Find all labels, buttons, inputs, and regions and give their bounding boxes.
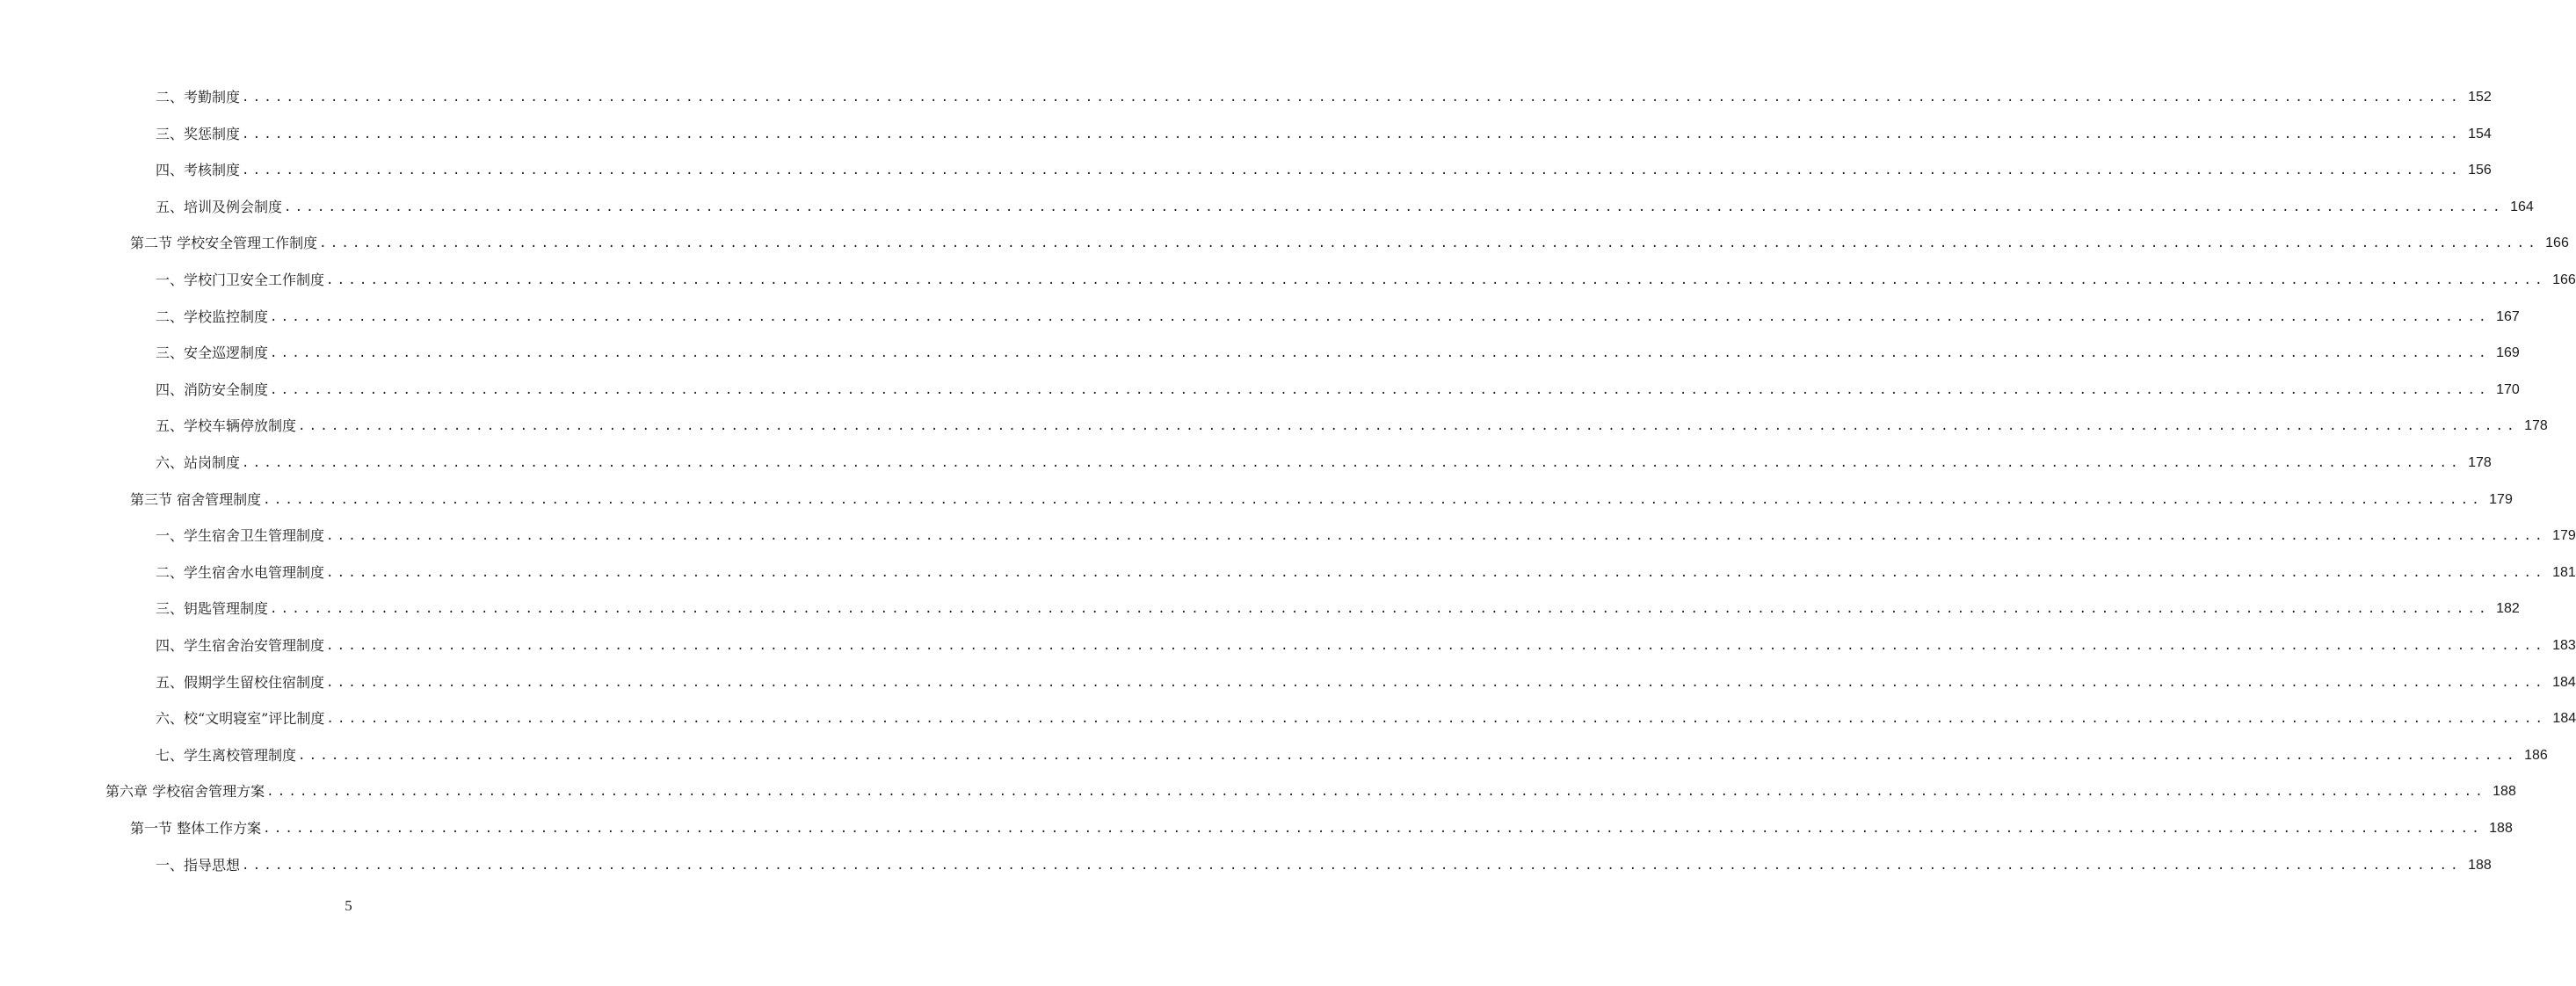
toc-entry[interactable] <box>156 523 2576 549</box>
toc-entry-page-number: 167 <box>2496 308 2520 324</box>
dot-leader: ........................................................................................................................................................................................................ <box>326 639 2546 653</box>
toc-entry-title: 二、学校监控制度 <box>156 308 269 325</box>
toc-entry-page-number: 164 <box>2510 199 2534 214</box>
dot-leader: ........................................................................................................................................................................................................ <box>326 565 2546 580</box>
toc-entry[interactable] <box>156 706 2576 732</box>
toc-entry-title: 三、钥匙管理制度 <box>156 600 269 618</box>
toc-entry[interactable] <box>156 84 2492 111</box>
toc-entry[interactable] <box>156 267 2576 294</box>
toc-entry-title: 四、学生宿舍治安管理制度 <box>156 637 325 654</box>
toc-entry-page-number: 166 <box>2545 236 2569 251</box>
toc-entry-page-number: 182 <box>2496 601 2520 617</box>
dot-leader: ........................................................................................................................................................................................................ <box>326 273 2546 287</box>
toc-entry-page-number: 179 <box>2489 491 2513 507</box>
toc-entry-title: 五、培训及例会制度 <box>156 198 283 215</box>
toc-entry-title: 第六章 学校宿舍管理方案 <box>105 783 265 801</box>
toc-entry[interactable] <box>156 743 2548 769</box>
toc-entry-title: 二、学生宿舍水电管理制度 <box>156 563 325 581</box>
toc-entry[interactable] <box>130 487 2513 513</box>
dot-leader: ........................................................................................................................................................................................................ <box>242 456 2462 470</box>
dot-leader: ........................................................................................................................................................................................................ <box>266 785 2486 800</box>
toc-entry[interactable] <box>156 194 2534 221</box>
toc-entry-page-number: 178 <box>2524 418 2548 434</box>
toc-entry-page-number: 166 <box>2552 272 2576 287</box>
toc-entry-page-number: 188 <box>2468 857 2492 873</box>
toc-entry-title: 三、奖惩制度 <box>156 125 241 142</box>
toc-entry-title: 六、校“文明寝室”评比制度 <box>156 710 325 728</box>
dot-leader: ........................................................................................................................................................................................................ <box>298 419 2518 434</box>
toc-entry[interactable] <box>130 816 2513 842</box>
toc-entry-page-number: 184 <box>2552 711 2576 727</box>
toc-entry-page-number: 154 <box>2468 126 2492 141</box>
toc-entry[interactable] <box>156 450 2492 476</box>
toc-entry[interactable] <box>156 340 2520 366</box>
dot-leader: ........................................................................................................................................................................................................ <box>284 199 2504 214</box>
toc-entry-page-number: 188 <box>2493 784 2516 800</box>
dot-leader: ........................................................................................................................................................................................................ <box>270 382 2490 397</box>
toc-entry[interactable] <box>156 852 2492 879</box>
toc-entry-title: 第三节 宿舍管理制度 <box>130 490 262 508</box>
dot-leader: ........................................................................................................................................................................................................ <box>326 712 2547 727</box>
toc-entry-title: 四、考核制度 <box>156 162 241 179</box>
dot-leader: ........................................................................................................................................................................................................ <box>263 492 2483 507</box>
toc-entry[interactable] <box>156 560 2576 586</box>
toc-entry-page-number: 179 <box>2552 528 2576 544</box>
toc-entry[interactable] <box>130 230 2569 257</box>
toc-entry-title: 五、假期学生留校住宿制度 <box>156 673 325 691</box>
toc-entry[interactable] <box>156 670 2576 696</box>
toc-entry-title: 第一节 整体工作方案 <box>130 820 262 837</box>
toc-entry-page-number: 184 <box>2552 674 2576 690</box>
toc-entry-title: 六、站岗制度 <box>156 454 241 471</box>
toc-entry-page-number: 181 <box>2552 564 2576 580</box>
toc-entry[interactable] <box>156 377 2520 403</box>
dot-leader: ........................................................................................................................................................................................................ <box>298 748 2518 763</box>
toc-entry[interactable] <box>156 413 2548 439</box>
toc-entry-title: 一、学生宿舍卫生管理制度 <box>156 527 325 545</box>
dot-leader: ........................................................................................................................................................................................................ <box>326 529 2546 544</box>
toc-entry[interactable] <box>156 121 2492 148</box>
page-number: 5 <box>345 897 352 914</box>
toc-entry-title: 一、学校门卫安全工作制度 <box>156 272 325 288</box>
toc-entry-page-number: 156 <box>2468 163 2492 178</box>
toc-entry-title: 五、学校车辆停放制度 <box>156 417 297 435</box>
dot-leader: ........................................................................................................................................................................................................ <box>242 858 2462 873</box>
toc-entry-title: 一、指导思想 <box>156 856 241 874</box>
toc-entry[interactable] <box>156 633 2576 659</box>
toc-entry[interactable] <box>156 157 2492 184</box>
dot-leader: ........................................................................................................................................................................................................ <box>242 127 2462 141</box>
toc-entry-title: 第二节 学校安全管理工作制度 <box>130 235 318 252</box>
dot-leader: ........................................................................................................................................................................................................ <box>319 236 2539 251</box>
dot-leader: ........................................................................................................................................................................................................ <box>270 309 2490 324</box>
dot-leader: ........................................................................................................................................................................................................ <box>263 822 2483 836</box>
toc-entry-page-number: 188 <box>2489 821 2513 836</box>
toc-entry[interactable] <box>156 596 2520 622</box>
toc-entry-page-number: 169 <box>2496 345 2520 361</box>
toc-entry[interactable] <box>156 304 2520 330</box>
dot-leader: ........................................................................................................................................................................................................ <box>270 602 2490 617</box>
toc-entry-page-number: 186 <box>2524 747 2548 763</box>
toc-entry[interactable] <box>105 779 2516 805</box>
toc-entry-page-number: 183 <box>2552 638 2576 653</box>
toc-entry-page-number: 170 <box>2496 381 2520 397</box>
toc-entry-page-number: 152 <box>2468 90 2492 105</box>
dot-leader: ........................................................................................................................................................................................................ <box>242 91 2462 105</box>
toc-entry-title: 四、消防安全制度 <box>156 381 269 398</box>
dot-leader: ........................................................................................................................................................................................................ <box>270 346 2490 361</box>
toc-entry-title: 七、学生离校管理制度 <box>156 746 297 764</box>
toc-entry-title: 二、考勤制度 <box>156 89 241 105</box>
dot-leader: ........................................................................................................................................................................................................ <box>326 675 2546 690</box>
dot-leader: ........................................................................................................................................................................................................ <box>242 163 2462 178</box>
toc-entry-title: 三、安全巡逻制度 <box>156 344 269 362</box>
toc-entry-page-number: 178 <box>2468 455 2492 470</box>
